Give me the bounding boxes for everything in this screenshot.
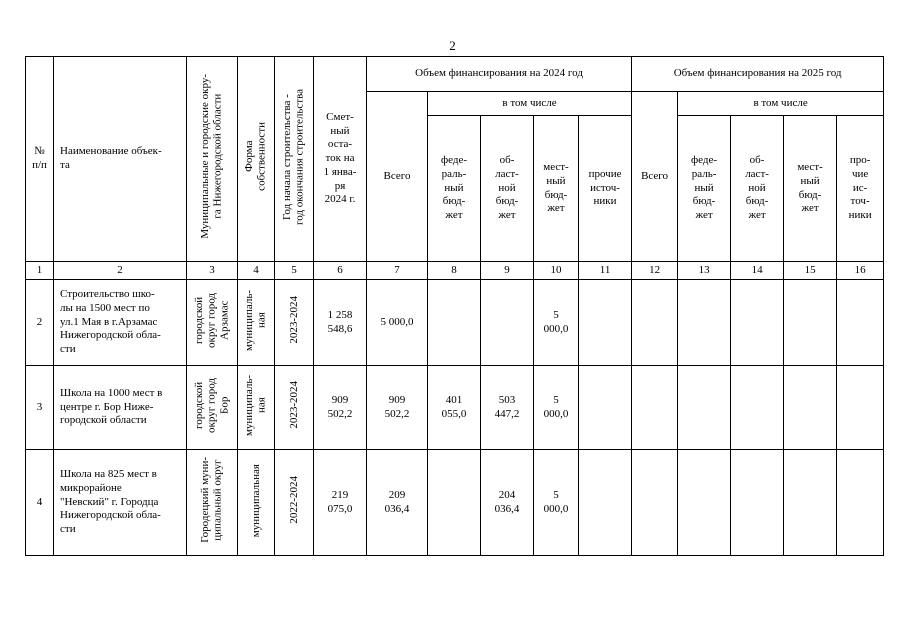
header-fin-2025: Объем финансирования на 2025 год — [632, 57, 884, 92]
row-municipality: городской округ город Бор — [187, 366, 238, 450]
row-other-2024 — [579, 450, 632, 556]
row-total-2024: 5 000,0 — [367, 280, 428, 366]
header-other-2025: про- чие ис- точ- ники — [837, 116, 884, 262]
row-municipality: городской округ город Арзамас — [187, 280, 238, 366]
col-number: 10 — [534, 262, 579, 280]
header-incl-2025: в том числе — [678, 92, 884, 116]
header-incl-2024: в том числе — [428, 92, 632, 116]
row-federal-2024 — [428, 450, 481, 556]
col-number: 11 — [579, 262, 632, 280]
row-balance: 1 258 548,6 — [314, 280, 367, 366]
col-number: 12 — [632, 262, 678, 280]
row-local-2024: 5 000,0 — [534, 280, 579, 366]
header-municipality: Муниципальные и городские окру- га Нижегородской области — [187, 57, 238, 262]
col-number: 15 — [784, 262, 837, 280]
col-number: 13 — [678, 262, 731, 280]
header-total-2025: Всего — [632, 92, 678, 262]
row-federal-2024 — [428, 280, 481, 366]
header-total-2024: Всего — [367, 92, 428, 262]
header-fin-2024: Объем финансирования на 2024 год — [367, 57, 632, 92]
row-ownership: муниципаль- ная — [238, 366, 275, 450]
col-number: 6 — [314, 262, 367, 280]
row-num: 4 — [26, 450, 54, 556]
col-number: 1 — [26, 262, 54, 280]
header-local-2025: мест- ный бюд- жет — [784, 116, 837, 262]
row-name: Школа на 1000 мест в центре г. Бор Ниже- городской области — [54, 366, 187, 450]
col-number: 16 — [837, 262, 884, 280]
row-federal-2025 — [678, 366, 731, 450]
col-number: 14 — [731, 262, 784, 280]
header-regional-2025: об- ласт- ной бюд- жет — [731, 116, 784, 262]
row-municipality: Городецкий муни- ципальный округ — [187, 450, 238, 556]
row-other-2025 — [837, 366, 884, 450]
row-years: 2023-2024 — [275, 280, 314, 366]
row-other-2025 — [837, 280, 884, 366]
col-number: 3 — [187, 262, 238, 280]
table-row — [26, 280, 884, 366]
row-local-2025 — [784, 280, 837, 366]
page-number: 2 — [449, 38, 456, 53]
col-number: 9 — [481, 262, 534, 280]
row-total-2025 — [632, 450, 678, 556]
row-other-2025 — [837, 450, 884, 556]
row-local-2024: 5 000,0 — [534, 366, 579, 450]
header-ownership: Форма собственности — [238, 57, 275, 262]
row-total-2024: 909 502,2 — [367, 366, 428, 450]
header-name: Наименование объек- та — [54, 57, 187, 262]
col-number: 4 — [238, 262, 275, 280]
row-name: Строительство шко- лы на 1500 мест по ул.1 Мая в г.Арзамас Нижегородской обла- сти — [54, 280, 187, 366]
row-years: 2023-2024 — [275, 366, 314, 450]
row-balance: 219 075,0 — [314, 450, 367, 556]
financing-table — [25, 56, 884, 556]
row-num: 3 — [26, 366, 54, 450]
col-number: 8 — [428, 262, 481, 280]
row-total-2025 — [632, 280, 678, 366]
row-ownership: муниципальная — [238, 450, 275, 556]
row-federal-2024: 401 055,0 — [428, 366, 481, 450]
header-regional-2024: об- ласт- ной бюд- жет — [481, 116, 534, 262]
row-federal-2025 — [678, 450, 731, 556]
header-years: Год начала строительства - год окончания строительства — [275, 57, 314, 262]
table-row — [26, 366, 884, 450]
header-balance: Смет- ный оста- ток на 1 янва- ря 2024 г. — [314, 57, 367, 262]
col-number: 7 — [367, 262, 428, 280]
header-num: № п/п — [26, 57, 54, 262]
row-federal-2025 — [678, 280, 731, 366]
row-total-2024: 209 036,4 — [367, 450, 428, 556]
row-regional-2024: 204 036,4 — [481, 450, 534, 556]
row-regional-2025 — [731, 450, 784, 556]
row-other-2024 — [579, 280, 632, 366]
header-other-2024: прочие источ- ники — [579, 116, 632, 262]
header-local-2024: мест- ный бюд- жет — [534, 116, 579, 262]
row-local-2025 — [784, 450, 837, 556]
row-total-2025 — [632, 366, 678, 450]
header-federal-2025: феде- раль- ный бюд- жет — [678, 116, 731, 262]
row-other-2024 — [579, 366, 632, 450]
row-ownership: муниципаль- ная — [238, 280, 275, 366]
col-number: 5 — [275, 262, 314, 280]
row-regional-2025 — [731, 280, 784, 366]
row-balance: 909 502,2 — [314, 366, 367, 450]
table-row — [26, 450, 884, 556]
col-number: 2 — [54, 262, 187, 280]
row-regional-2025 — [731, 366, 784, 450]
row-num: 2 — [26, 280, 54, 366]
row-local-2024: 5 000,0 — [534, 450, 579, 556]
header-federal-2024: феде- раль- ный бюд- жет — [428, 116, 481, 262]
row-years: 2022-2024 — [275, 450, 314, 556]
row-regional-2024: 503 447,2 — [481, 366, 534, 450]
row-local-2025 — [784, 366, 837, 450]
row-regional-2024 — [481, 280, 534, 366]
row-name: Школа на 825 мест в микрорайоне "Невский" г. Городца Нижегородской обла- сти — [54, 450, 187, 556]
